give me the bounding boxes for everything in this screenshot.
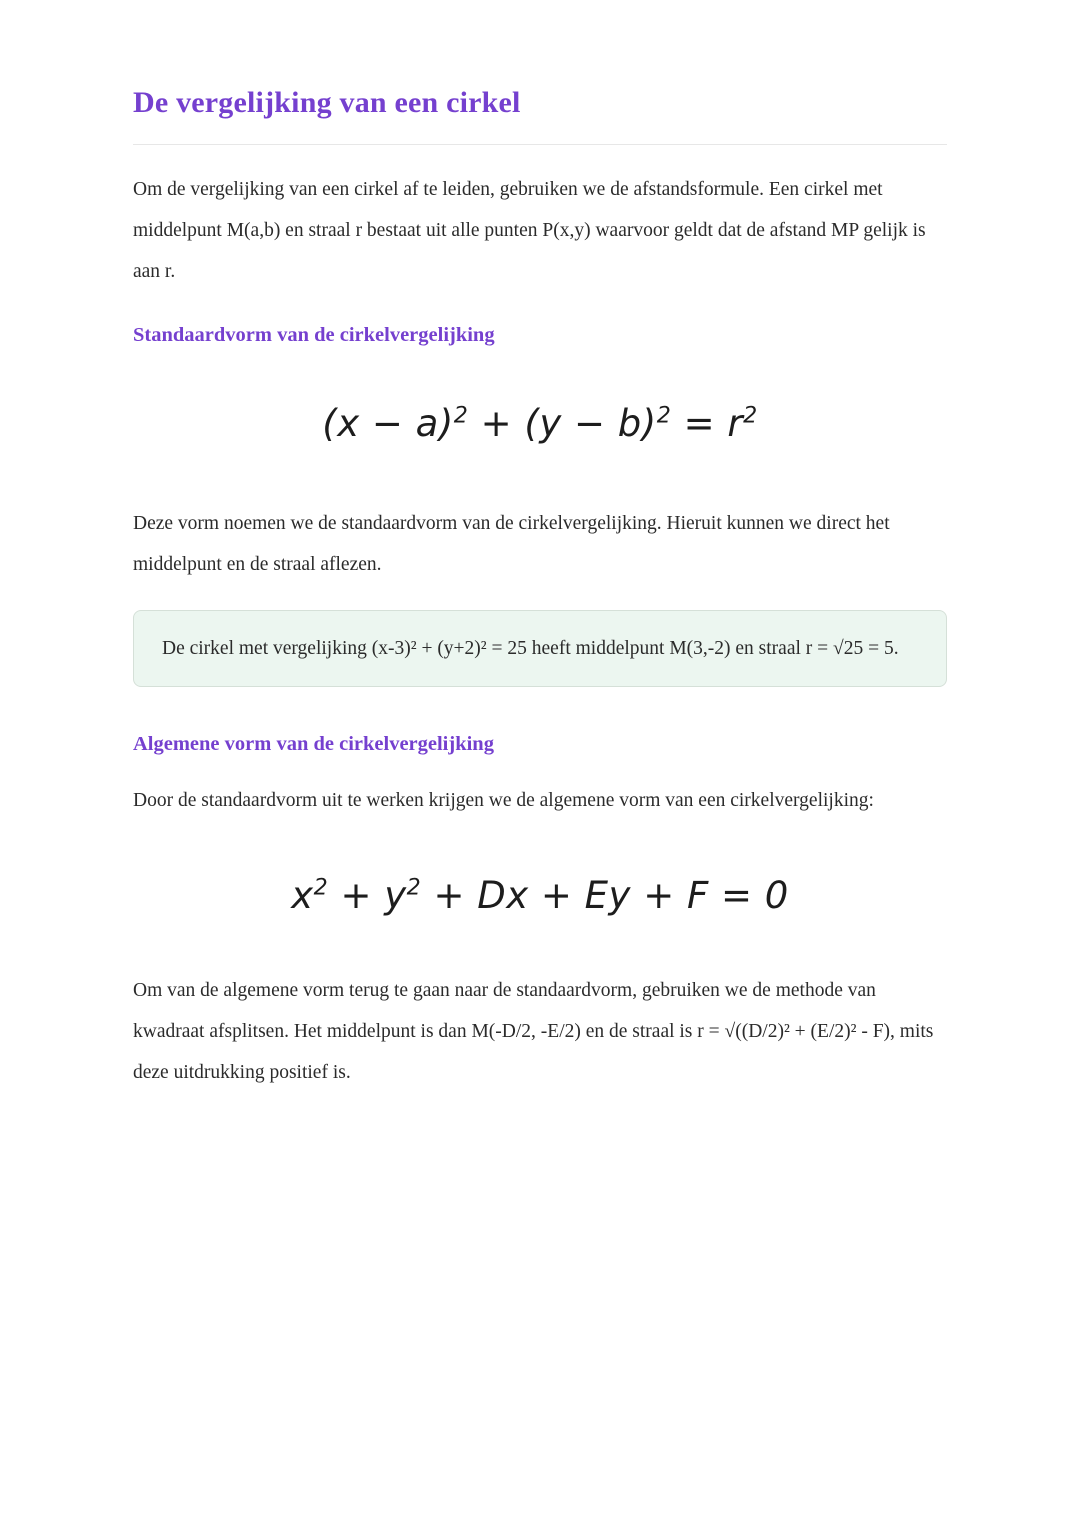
formula-general-form: $x^2 + y^2 + Dx + Ey + F = 0$ bbox=[291, 873, 789, 917]
page-title: De vergelijking van een cirkel bbox=[133, 86, 521, 119]
example-callout bbox=[133, 610, 947, 687]
formula-standard-form: $(x - a)^2 + (y - b)^2 = r^2$ bbox=[322, 402, 758, 446]
intro-paragraph: Om de vergelijking van een cirkel af te leiden, gebruiken we de afstandsformule. Een cirkel met middelpunt M(a,b) en straal r bestaat uit alle punten P(x,y) waarvoor geldt dat de afstand MP gelijk is aan r. bbox=[133, 178, 926, 282]
content-column bbox=[133, 0, 947, 1093]
title-divider bbox=[133, 144, 947, 145]
subheading-standard-form: Standaardvorm van de cirkelvergelijking bbox=[133, 323, 495, 346]
general-form-lead: Door de standaardvorm uit te werken krijgen we de algemene vorm van een cirkelvergelijking: bbox=[133, 789, 874, 811]
general-form-method: Om van de algemene vorm terug te gaan naar de standaardvorm, gebruiken we de methode van kwadraat afsplitsen. Het middelpunt is dan M(-D/2, -E/2) en de straal is r = √((D/2)² + (E/2)² - F), mits deze uitdrukking positief is. bbox=[133, 980, 934, 1084]
subheading-general-form: Algemene vorm van de cirkelvergelijking bbox=[133, 733, 494, 756]
standard-form-explanation: Deze vorm noemen we de standaardvorm van de cirkelvergelijking. Hieruit kunnen we direct het middelpunt en de straal aflezen. bbox=[133, 513, 890, 576]
example-text: De cirkel met vergelijking (x-3)² + (y+2)² = 25 heeft middelpunt M(3,-2) en straal r = √25 = 5. bbox=[162, 638, 899, 660]
